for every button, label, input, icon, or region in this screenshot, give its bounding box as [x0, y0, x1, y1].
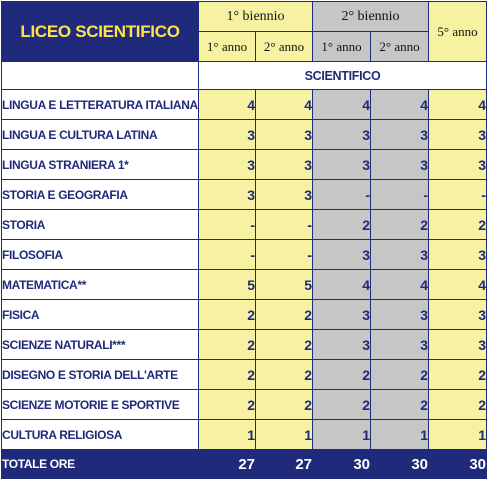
- hours-cell: 2: [371, 210, 429, 240]
- hours-cell: 2: [256, 390, 313, 420]
- hours-cell: 3: [371, 120, 429, 150]
- hours-cell: 2: [429, 210, 487, 240]
- subject-label: LINGUA E LETTERATURA ITALIANA: [2, 90, 199, 120]
- hours-cell: 3: [256, 180, 313, 210]
- header-year-1: 1° anno: [199, 32, 256, 62]
- subject-label: FISICA: [2, 300, 199, 330]
- subject-label: STORIA E GEOGRAFIA: [2, 180, 199, 210]
- hours-cell: 30: [313, 450, 371, 479]
- hours-cell: 2: [429, 360, 487, 390]
- course-name: SCIENTIFICO: [199, 62, 487, 90]
- hours-cell: 3: [256, 150, 313, 180]
- hours-cell: 27: [256, 450, 313, 479]
- hours-cell: 30: [429, 450, 487, 479]
- hours-cell: 3: [429, 240, 487, 270]
- hours-cell: 4: [371, 90, 429, 120]
- hours-cell: 1: [199, 420, 256, 450]
- hours-cell: -: [256, 210, 313, 240]
- hours-cell: 3: [199, 180, 256, 210]
- table-row: [2, 270, 487, 300]
- hours-cell: 1: [313, 420, 371, 450]
- hours-cell: 1: [256, 420, 313, 450]
- hours-cell: -: [371, 180, 429, 210]
- subject-label: SCIENZE MOTORIE E SPORTIVE: [2, 390, 199, 420]
- hours-cell: 30: [371, 450, 429, 479]
- hours-cell: -: [429, 180, 487, 210]
- hours-cell: 3: [371, 300, 429, 330]
- hours-cell: 5: [256, 270, 313, 300]
- table-row: [2, 180, 487, 210]
- hours-cell: 2: [199, 390, 256, 420]
- hours-cell: 27: [199, 450, 256, 479]
- table-row: [2, 420, 487, 450]
- table-row: [2, 330, 487, 360]
- subject-label: DISEGNO E STORIA DELL'ARTE: [2, 360, 199, 390]
- table-row: [2, 240, 487, 270]
- hours-cell: 2: [429, 390, 487, 420]
- header-year-2: 2° anno: [256, 32, 313, 62]
- hours-cell: 1: [429, 420, 487, 450]
- table-row: [2, 120, 487, 150]
- hours-cell: 2: [256, 360, 313, 390]
- hours-cell: 1: [371, 420, 429, 450]
- table-title: LICEO SCIENTIFICO: [2, 2, 199, 62]
- hours-cell: 3: [429, 150, 487, 180]
- hours-cell: 5: [199, 270, 256, 300]
- hours-cell: 3: [313, 300, 371, 330]
- table-row: [2, 360, 487, 390]
- hours-cell: 3: [313, 240, 371, 270]
- hours-cell: 4: [429, 90, 487, 120]
- table-row: [2, 300, 487, 330]
- subject-label: LINGUA E CULTURA LATINA: [2, 120, 199, 150]
- hours-cell: 2: [371, 360, 429, 390]
- hours-cell: 3: [313, 120, 371, 150]
- hours-cell: 3: [256, 120, 313, 150]
- header-row-groups: [2, 2, 487, 32]
- table-row: [2, 150, 487, 180]
- hours-cell: 4: [429, 270, 487, 300]
- hours-cell: 2: [199, 360, 256, 390]
- hours-cell: 2: [313, 390, 371, 420]
- header-year-4: 2° anno: [371, 32, 429, 62]
- hours-cell: 3: [429, 330, 487, 360]
- hours-cell: 4: [313, 90, 371, 120]
- subject-label: SCIENZE NATURALI***: [2, 330, 199, 360]
- curriculum-table: [1, 1, 487, 479]
- header-fifth-year: 5° anno: [429, 2, 487, 62]
- subject-label: STORIA: [2, 210, 199, 240]
- hours-cell: 3: [371, 240, 429, 270]
- subject-label: CULTURA RELIGIOSA: [2, 420, 199, 450]
- hours-cell: 2: [313, 210, 371, 240]
- header-second-biennium: 2° biennio: [313, 2, 429, 32]
- table-row: [2, 90, 487, 120]
- hours-cell: 3: [199, 150, 256, 180]
- hours-cell: -: [313, 180, 371, 210]
- hours-cell: 3: [199, 120, 256, 150]
- hours-cell: 3: [429, 120, 487, 150]
- hours-cell: 3: [371, 330, 429, 360]
- hours-cell: 2: [313, 360, 371, 390]
- hours-cell: 4: [313, 270, 371, 300]
- hours-cell: 4: [371, 270, 429, 300]
- subject-label: TOTALE ORE: [2, 450, 199, 479]
- hours-cell: 3: [313, 150, 371, 180]
- hours-cell: -: [199, 210, 256, 240]
- table-row: [2, 390, 487, 420]
- hours-cell: 2: [199, 300, 256, 330]
- header-first-biennium: 1° biennio: [199, 2, 313, 32]
- hours-cell: 4: [199, 90, 256, 120]
- total-row: [2, 450, 487, 479]
- hours-cell: 3: [313, 330, 371, 360]
- subject-label: FILOSOFIA: [2, 240, 199, 270]
- subject-label: MATEMATICA**: [2, 270, 199, 300]
- hours-cell: -: [256, 240, 313, 270]
- hours-cell: 2: [256, 330, 313, 360]
- hours-cell: 2: [199, 330, 256, 360]
- hours-cell: 3: [429, 300, 487, 330]
- hours-cell: -: [199, 240, 256, 270]
- table-row: [2, 210, 487, 240]
- hours-cell: 4: [256, 90, 313, 120]
- course-row-blank: [2, 62, 199, 90]
- hours-cell: 2: [371, 390, 429, 420]
- course-row: [2, 62, 487, 90]
- hours-cell: 2: [256, 300, 313, 330]
- subject-label: LINGUA STRANIERA 1*: [2, 150, 199, 180]
- header-year-3: 1° anno: [313, 32, 371, 62]
- hours-cell: 3: [371, 150, 429, 180]
